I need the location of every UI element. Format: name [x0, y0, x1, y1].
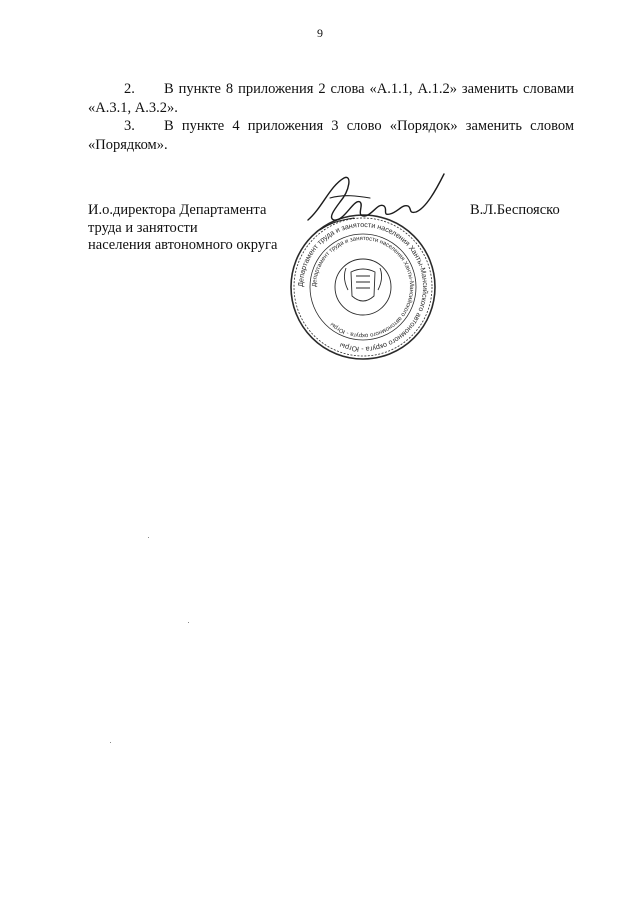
document-body: [88, 80, 574, 154]
page-number: 9: [317, 26, 323, 40]
seal-outer-text: Департамент труда и занятости населения Ханты-Мансийского автономного округа - Югры: [295, 219, 431, 355]
signatory-position: [88, 202, 277, 255]
paragraph-text: В пункте 4 приложения 3 слово «Порядок» заменить словом «Порядком».: [88, 118, 574, 153]
position-line: труда и занятости: [88, 219, 198, 236]
position-line: И.о.директора Департамента: [88, 202, 267, 218]
paragraph-3: [88, 117, 574, 154]
paragraph-text: В пункте 8 приложения 2 слова «А.1.1, А.1.2» заменить словами «А.3.1, А.3.2».: [88, 81, 574, 116]
position-line: населения автономного округа: [88, 237, 278, 253]
scan-speck: [188, 622, 189, 623]
paragraph-number: 2.: [124, 81, 135, 97]
scan-speck: [148, 537, 149, 538]
coat-of-arms-icon: [344, 268, 381, 301]
handwritten-signature: [300, 168, 450, 238]
seal-inner-text: Департамент труда и занятости населения Ханты-Мансийского автономного округа - Югры: [311, 235, 415, 339]
paragraph-2: [88, 80, 574, 117]
paragraph-number: 3.: [124, 118, 135, 134]
signatory-name: В.Л.Беспояско: [470, 202, 560, 218]
scan-speck: [110, 742, 111, 743]
